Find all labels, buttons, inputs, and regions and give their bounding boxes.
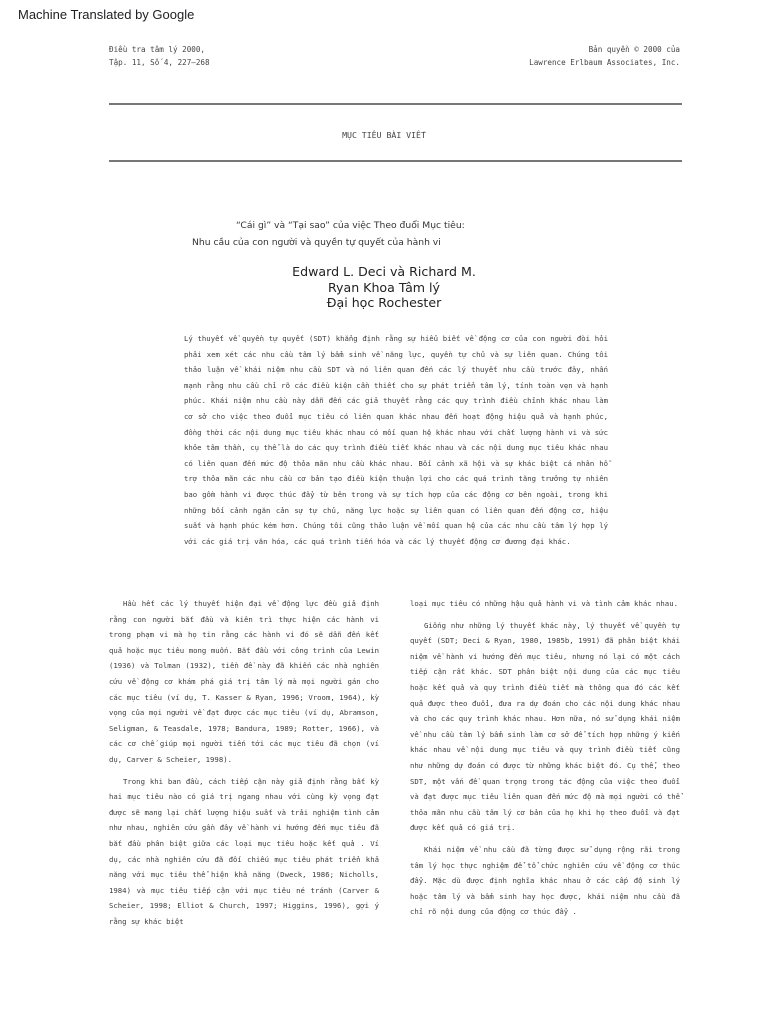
- body-column-left: [109, 596, 379, 935]
- article-title: [186, 217, 586, 251]
- machine-translation-banner: Machine Translated by Google: [18, 7, 195, 22]
- copyright-notice: [529, 43, 680, 69]
- bottom-divider: [109, 160, 682, 162]
- article-type: MỤC TIÊU BÀI VIẾT: [342, 130, 426, 140]
- abstract: Lý thuyết về quyền tự quyết (SDT) khẳng định rằng sự hiểu biết về động cơ của con người đòi hỏi phải xem xét các nhu cầu tâm lý bẩm sinh về năng lực, quyền tự chủ và sự liên quan. Chúng tôi thảo luận về khái niệm nhu cầu SDT và nó liên quan đến các lý thuyết nhu cầu trước đây, nhấn mạnh rằng nhu cầu chỉ rõ các điều kiện cần thiết cho sự phát triển tâm lý, tính toàn vẹn và hạnh phúc. Khái niệm nhu cầu này dẫn đến các giả thuyết rằng các quy trình điều chỉnh khác nhau làm cơ sở cho việc theo đuổi mục tiêu có liên quan khác nhau đến hoạt động hiệu quả và hạnh phúc, đồng thời các nội dung mục tiêu khác nhau có mối quan hệ khác nhau với chất lượng hành vi và sức khỏe tâm thần, cụ thể là do các quy trình điều tiết khác nhau và các nội dung mục tiêu khác nhau có liên quan đến mức độ thỏa mãn nhu cầu khác nhau. Bối cảnh xã hội và sự khác biệt cá nhân hỗ trợ thỏa mãn các nhu cầu cơ bản tạo điều kiện thuận lợi cho các quá trình tăng trưởng tự nhiên bao gồm hành vi được thúc đẩy từ bên trong và sự tích hợp của các động cơ bên ngoài, trong khi những bối cảnh ngăn cản sự tự chủ, năng lực hoặc sự liên quan có liên quan đến động cơ, hiệu suất và hạnh phúc kém hơn. Chúng tôi cũng thảo luận về mối quan hệ của các nhu cầu tâm lý hợp lý với các giá trị văn hóa, các quá trình tiến hóa và các lý thuyết động cơ đương đại khác.: [184, 334, 608, 546]
- top-divider: [109, 103, 682, 105]
- author-block: [0, 264, 768, 311]
- journal-line-2: Tập. 11, Số 4, 227–268: [109, 58, 210, 67]
- author-line-2: Ryan Khoa Tâm lý: [327, 279, 441, 295]
- author-line-1: Edward L. Deci và Richard M.: [292, 264, 476, 279]
- paragraph: Hầu hết các lý thuyết hiện đại về động lực đều giả định rằng con người bắt đầu và kiên trì thực hiện các hành vi trong phạm vi mà họ tin rằng các hành vi đó sẽ dẫn đến kết quả hoặc mục tiêu mong muốn. Bắt đầu với công trình của Lewin (1936) và Tolman (1932), tiền đề này đã khiến các nhà nghiên cứu về động cơ khám phá giá trị tâm lý mà mọi người gán cho các mục tiêu (ví dụ, T. Kasser & Ryan, 1996; Vroom, 1964), kỳ vọng của mọi người về đạt được các mục tiêu (ví dụ, Abramson, Seligman, & Teasdale, 1978; Bandura, 1989; Rotter, 1966), và các cơ chế giúp mọi người tiến tới các mục tiêu đã chọn (ví dụ, Carver & Scheier, 1998).: [109, 599, 379, 764]
- title-line-1: “Cái gì” và “Tại sao” của việc Theo đuổi Mục tiêu:: [236, 220, 465, 231]
- journal-line-1: Điều tra tâm lý 2000,: [109, 45, 206, 54]
- copyright-line-2: Lawrence Erlbaum Associates, Inc.: [529, 58, 680, 67]
- body-column-right: [410, 596, 680, 926]
- title-line-2: Nhu cầu của con người và quyền tự quyết của hành vi: [192, 237, 441, 248]
- author-affiliation: Đại học Rochester: [326, 295, 442, 310]
- paragraph: Trong khi ban đầu, cách tiếp cận này giả định rằng bất kỳ hai mục tiêu nào có giá trị ngang nhau với cùng kỳ vọng đạt được sẽ mang lại chất lượng hiệu suất và trải nghiệm tình cảm như nhau, nghiên cứu gần đây về hành vi hướng đến mục tiêu đã bắt đầu phân biệt giữa các loại mục tiêu hoặc kết quả . Ví dụ, các nhà nghiên cứu đã đối chiếu mục tiêu phát triển khả năng với mục tiêu thể hiện khả năng (Dweck, 1986; Nicholls, 1984) và mục tiêu tiếp cận với mục tiêu né tránh (Carver & Scheier, 1998; Elliot & Church, 1997; Higgins, 1996), gợi ý rằng sự khác biệt: [109, 776, 379, 926]
- journal-citation: [109, 43, 210, 69]
- paragraph: loại mục tiêu có những hậu quả hành vi và tình cảm khác nhau.: [410, 599, 678, 608]
- paragraph: Giống như những lý thuyết khác này, lý thuyết về quyền tự quyết (SDT; Deci & Ryan, 1980, 1985b, 1991) đã phân biệt khái niệm về hành vi hướng đến mục tiêu, nhưng nó lại có một cách tiếp cận rất khác. SDT phân biệt nội dung của các mục tiêu hoặc kết quả và quy trình điều tiết mà thông qua đó các kết quả được theo đuổi, đưa ra dự đoán cho các nội dung khác nhau và cho các quy trình khác nhau. Hơn nữa, nó sử dụng khái niệm về nhu cầu tâm lý bẩm sinh làm cơ sở để tích hợp những ý kiến khác nhau về nội dung mục tiêu và quy trình điều tiết cũng như những dự đoán có được từ những khác biệt đó. Cụ thể, theo SDT, một vấn đề quan trọng trong tác động của việc theo đuổi và đạt được mục tiêu liên quan đến mức độ mà mọi người có thể thỏa mãn nhu cầu tâm lý cơ bản của họ khi họ theo đuổi và đạt được kết quả có giá trị.: [410, 620, 680, 833]
- paragraph: Khái niệm về nhu cầu đã từng được sử dụng rộng rãi trong tâm lý học thực nghiệm để tổ chức nghiên cứu về động cơ thúc đẩy. Mặc dù được định nghĩa khác nhau ở các cấp độ sinh lý hoặc tâm lý và bẩm sinh hay học được, khái niệm nhu cầu đã chỉ rõ nội dung của động cơ thúc đẩy .: [410, 844, 680, 917]
- copyright-line-1: Bản quyền © 2000 của: [588, 45, 680, 54]
